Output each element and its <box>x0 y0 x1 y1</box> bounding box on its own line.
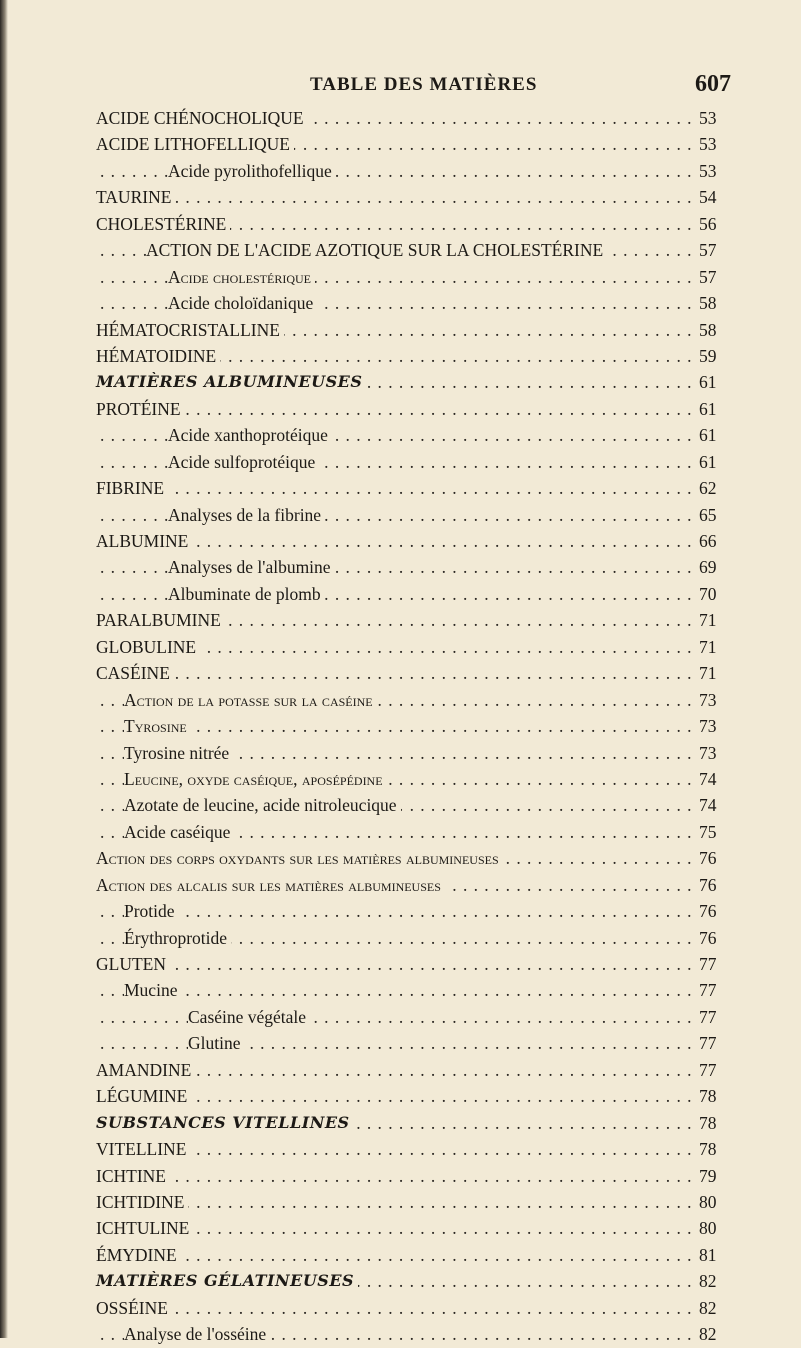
toc-entry-page: 59 <box>695 343 739 369</box>
toc-entry-page: 80 <box>695 1189 739 1215</box>
toc-entry-label: CASÉINE <box>96 660 174 686</box>
toc-entry-page: 53 <box>695 158 739 184</box>
toc-entry-page: 73 <box>695 740 739 766</box>
toc-entry-label: ACTION DE L'ACIDE AZOTIQUE SUR LA CHOLESTÉRINE <box>146 237 607 263</box>
toc-entry-page: 69 <box>695 554 739 580</box>
running-title: TABLE DES MATIÈRES <box>310 74 538 95</box>
toc-entry-page: 82 <box>695 1295 739 1321</box>
toc-entry-label: GLOBULINE <box>96 634 200 660</box>
toc-entry-label: Action de la potasse sur la caséine <box>124 687 377 713</box>
toc-entry <box>0 1295 801 1321</box>
toc-entry-page: 61 <box>695 449 739 475</box>
toc-entry <box>0 819 801 845</box>
toc-entry-page: 62 <box>695 475 739 501</box>
toc-entry-label: Glutine <box>188 1030 245 1056</box>
toc-entry-page: 54 <box>695 184 739 210</box>
dot-leader <box>100 951 693 977</box>
toc-entry <box>0 977 801 1003</box>
toc-entry <box>0 158 801 184</box>
toc-entry <box>0 1136 801 1162</box>
table-of-contents <box>0 105 801 1348</box>
dot-leader <box>100 184 693 210</box>
toc-entry-page: 77 <box>695 977 739 1003</box>
toc-entry-page: 70 <box>695 581 739 607</box>
toc-entry-label: Analyse de l'osséine <box>124 1321 270 1347</box>
toc-entry-label: PARALBUMINE <box>96 607 225 633</box>
toc-entry-label: TAURINE <box>96 184 175 210</box>
dot-leader <box>100 1242 693 1268</box>
toc-entry-label: SUBSTANCES VITELLINES <box>96 1110 354 1136</box>
dot-leader <box>100 396 693 422</box>
toc-entry <box>0 475 801 501</box>
toc-entry-label: OSSÉINE <box>96 1295 172 1321</box>
toc-entry <box>0 317 801 343</box>
toc-entry-page: 81 <box>695 1242 739 1268</box>
toc-entry-label: ICHTINE <box>96 1163 170 1189</box>
toc-entry <box>0 792 801 818</box>
toc-entry-label: ACIDE LITHOFELLIQUE <box>96 131 294 157</box>
toc-entry-label: Albuminate de plomb <box>168 581 325 607</box>
toc-entry <box>0 343 801 369</box>
toc-entry-page: 80 <box>695 1215 739 1241</box>
dot-leader <box>100 475 693 501</box>
toc-entry <box>0 925 801 951</box>
toc-entry-page: 61 <box>695 396 739 422</box>
toc-entry <box>0 634 801 660</box>
toc-entry <box>0 502 801 528</box>
toc-entry-label: Caséine végétale <box>188 1004 310 1030</box>
dot-leader <box>100 660 693 686</box>
toc-entry <box>0 1215 801 1241</box>
toc-entry-label: HÉMATOIDINE <box>96 343 220 369</box>
toc-entry-page: 53 <box>695 105 739 131</box>
toc-entry <box>0 184 801 210</box>
toc-entry <box>0 872 801 898</box>
toc-entry-label: ACIDE CHÉNOCHOLIQUE <box>96 105 308 131</box>
toc-entry-page: 66 <box>695 528 739 554</box>
toc-entry-label: Azotate de leucine, acide nitroleucique <box>124 792 401 818</box>
toc-entry <box>0 131 801 157</box>
toc-entry-page: 73 <box>695 687 739 713</box>
toc-entry-page: 76 <box>695 925 739 951</box>
toc-entry-page: 56 <box>695 211 739 237</box>
toc-section-heading <box>0 369 801 395</box>
toc-entry-page: 71 <box>695 634 739 660</box>
toc-entry-label: Tyrosine nitrée <box>124 740 233 766</box>
dot-leader <box>100 1163 693 1189</box>
dot-leader <box>100 977 693 1003</box>
toc-entry-label: ÉMYDINE <box>96 1242 181 1268</box>
toc-entry-page: 61 <box>695 422 739 448</box>
toc-entry-label: VITELLINE <box>96 1136 190 1162</box>
toc-entry-label: MATIÈRES GÉLATINEUSES <box>96 1268 358 1294</box>
toc-entry-page: 71 <box>695 660 739 686</box>
toc-entry-label: Acide choloïdanique <box>168 290 317 316</box>
toc-entry-label: Analyses de l'albumine <box>168 554 335 580</box>
toc-entry-page: 77 <box>695 1057 739 1083</box>
toc-entry <box>0 713 801 739</box>
toc-entry <box>0 211 801 237</box>
toc-entry-page: 78 <box>695 1110 739 1136</box>
toc-entry-label: FIBRINE <box>96 475 168 501</box>
toc-entry <box>0 740 801 766</box>
toc-entry-label: PROTÉINE <box>96 396 185 422</box>
toc-entry <box>0 422 801 448</box>
toc-entry-page: 74 <box>695 792 739 818</box>
toc-entry <box>0 898 801 924</box>
toc-entry-label: Acide sulfoprotéique <box>168 449 319 475</box>
toc-entry <box>0 1189 801 1215</box>
toc-entry-page: 79 <box>695 1163 739 1189</box>
toc-entry <box>0 687 801 713</box>
toc-entry-label: ICHTIDINE <box>96 1189 188 1215</box>
toc-entry <box>0 1057 801 1083</box>
toc-entry-label: Analyses de la fibrine <box>168 502 325 528</box>
toc-entry-label: Acide cholestérique <box>168 264 315 290</box>
toc-entry-label: GLUTEN <box>96 951 170 977</box>
toc-entry-label: AMANDINE <box>96 1057 195 1083</box>
toc-entry <box>0 581 801 607</box>
toc-entry-label: Acide pyrolithofellique <box>168 158 336 184</box>
toc-entry <box>0 1242 801 1268</box>
toc-entry-label: Action des corps oxydants sur les matières albumineuses <box>96 845 503 871</box>
toc-entry-label: Acide caséique <box>124 819 234 845</box>
page-number: 607 <box>695 71 731 97</box>
toc-entry-page: 75 <box>695 819 739 845</box>
toc-entry <box>0 1004 801 1030</box>
toc-entry-page: 77 <box>695 951 739 977</box>
toc-entry <box>0 607 801 633</box>
toc-entry <box>0 1163 801 1189</box>
toc-entry-page: 53 <box>695 131 739 157</box>
toc-entry-page: 78 <box>695 1136 739 1162</box>
toc-entry-page: 73 <box>695 713 739 739</box>
toc-entry-label: ICHTULINE <box>96 1215 193 1241</box>
toc-entry <box>0 554 801 580</box>
toc-entry <box>0 766 801 792</box>
toc-entry-page: 82 <box>695 1268 739 1294</box>
toc-entry <box>0 290 801 316</box>
toc-entry-page: 57 <box>695 237 739 263</box>
toc-entry-page: 77 <box>695 1004 739 1030</box>
toc-entry-page: 76 <box>695 845 739 871</box>
toc-entry <box>0 449 801 475</box>
toc-entry <box>0 1321 801 1347</box>
toc-entry-label: Protide <box>124 898 179 924</box>
toc-entry <box>0 1083 801 1109</box>
toc-entry-page: 82 <box>695 1321 739 1347</box>
toc-entry <box>0 396 801 422</box>
toc-entry-page: 65 <box>695 502 739 528</box>
toc-entry <box>0 264 801 290</box>
toc-entry-label: Tyrosine <box>124 713 191 739</box>
toc-entry-page: 71 <box>695 607 739 633</box>
dot-leader <box>100 1189 693 1215</box>
toc-entry <box>0 845 801 871</box>
toc-entry <box>0 528 801 554</box>
toc-entry-page: 57 <box>695 264 739 290</box>
toc-entry-page: 74 <box>695 766 739 792</box>
toc-entry <box>0 660 801 686</box>
toc-section-heading <box>0 1268 801 1294</box>
toc-entry-label: Érythroprotide <box>124 925 231 951</box>
toc-entry-label: ALBUMINE <box>96 528 192 554</box>
toc-entry-page: 58 <box>695 317 739 343</box>
toc-entry-label: Acide xanthoprotéique <box>168 422 332 448</box>
toc-entry <box>0 1030 801 1056</box>
toc-entry-label: Leucine, oxyde caséique, aposépédine <box>124 766 387 792</box>
toc-entry <box>0 951 801 977</box>
dot-leader <box>100 1295 693 1321</box>
toc-entry-page: 76 <box>695 872 739 898</box>
toc-entry-label: CHOLESTÉRINE <box>96 211 230 237</box>
toc-entry-page: 77 <box>695 1030 739 1056</box>
toc-entry-label: LÉGUMINE <box>96 1083 191 1109</box>
page-header <box>0 71 801 98</box>
toc-entry <box>0 237 801 263</box>
toc-entry-label: MATIÈRES ALBUMINEUSES <box>96 369 366 395</box>
toc-entry-label: HÉMATOCRISTALLINE <box>96 317 284 343</box>
toc-entry-label: Mucine <box>124 977 181 1003</box>
toc-entry-page: 58 <box>695 290 739 316</box>
toc-entry <box>0 105 801 131</box>
toc-entry-page: 76 <box>695 898 739 924</box>
dot-leader <box>100 898 693 924</box>
toc-entry-page: 78 <box>695 1083 739 1109</box>
toc-entry-page: 61 <box>695 369 739 395</box>
toc-section-heading <box>0 1110 801 1136</box>
toc-entry-label: Action des alcalis sur les matières albumineuses <box>96 872 445 898</box>
